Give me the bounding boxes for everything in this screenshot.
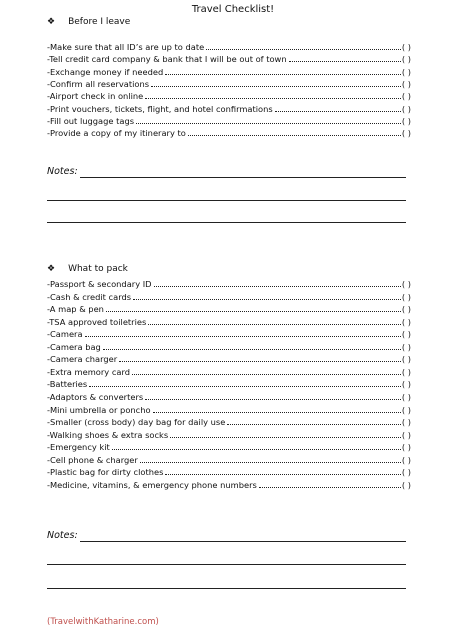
dotted-leader [103, 348, 401, 350]
checkbox[interactable]: ( ) [401, 354, 411, 365]
checklist-item-text: -Camera bag [47, 341, 101, 352]
dotted-leader [151, 85, 401, 87]
checklist-item-text: -Tell credit card company & bank that I will be out of town [47, 54, 287, 65]
checkbox[interactable]: ( ) [401, 379, 411, 390]
diamond-bullet-icon: ❖ [47, 16, 56, 27]
dotted-leader [136, 122, 401, 124]
dotted-leader [140, 461, 401, 463]
checkbox[interactable]: ( ) [401, 42, 411, 52]
section-heading-what-to-pack [47, 264, 128, 274]
checklist-item [47, 429, 411, 441]
dotted-leader [148, 323, 401, 325]
checklist-item-text: -Airport check in online [47, 91, 144, 102]
dotted-leader [227, 423, 401, 425]
dotted-leader [170, 436, 401, 438]
dotted-leader [165, 73, 401, 75]
checklist-item [47, 115, 411, 127]
checklist-item-text: -Extra memory card [47, 366, 131, 377]
dotted-leader [112, 448, 401, 450]
page-title: Travel Checklist! [191, 4, 275, 15]
dotted-leader [259, 486, 401, 488]
checklist-item [47, 479, 411, 491]
dotted-leader [89, 385, 401, 387]
notes-line[interactable] [47, 222, 406, 223]
dotted-leader [206, 48, 401, 50]
checkbox[interactable]: ( ) [401, 91, 411, 102]
checklist-item-text: -Confirm all reservations [47, 79, 150, 90]
notes-label: Notes: [47, 166, 78, 177]
dotted-leader [106, 310, 401, 312]
checkbox[interactable]: ( ) [401, 304, 411, 315]
checkbox[interactable]: ( ) [401, 54, 411, 65]
checklist-item [47, 391, 411, 403]
checkbox[interactable]: ( ) [401, 128, 411, 139]
checkbox[interactable]: ( ) [401, 103, 411, 114]
checklist-item-text: -Make sure that all ID’s are up to date [47, 42, 205, 52]
dotted-leader [145, 97, 401, 99]
checklist-item [47, 441, 411, 453]
checklist-item [47, 303, 411, 315]
checklist-item-text: -Medicine, vitamins, & emergency phone numbers [47, 479, 257, 490]
dotted-leader [165, 473, 400, 475]
checklist-item-text: -Exchange money if needed [47, 66, 164, 77]
checklist-item [47, 366, 411, 378]
notes-line[interactable] [47, 200, 406, 201]
checkbox[interactable]: ( ) [401, 366, 411, 377]
checkbox[interactable]: ( ) [401, 66, 411, 77]
checklist-item-text: -Walking shoes & extra socks [47, 429, 169, 440]
diamond-bullet-icon: ❖ [47, 263, 56, 274]
section-heading-label: Before I leave [68, 17, 131, 27]
checklist-item-text: -Provide a copy of my itinerary to [47, 128, 186, 139]
checkbox[interactable]: ( ) [401, 442, 411, 453]
checklist-item [47, 378, 411, 390]
checklist-item-text: -TSA approved toiletries [47, 316, 147, 327]
dotted-leader [289, 60, 401, 62]
dotted-leader [153, 411, 401, 413]
checkbox[interactable]: ( ) [401, 291, 411, 302]
checklist-item-text: -Smaller (cross body) day bag for daily use [47, 417, 226, 428]
dotted-leader [275, 110, 401, 112]
checklist-item [47, 316, 411, 328]
notes-line[interactable] [47, 588, 406, 589]
checklist-item-text: -Batteries [47, 379, 88, 390]
checklist-item [47, 66, 411, 78]
checklist-item-text: -Mini umbrella or poncho [47, 404, 151, 415]
checkbox[interactable]: ( ) [401, 429, 411, 440]
notes-line[interactable] [47, 564, 406, 565]
checklist-item [47, 466, 411, 478]
checklist-item [47, 341, 411, 353]
footer-credit: (TravelwithKatharine.com) [47, 617, 159, 627]
checklist-item-text: -Plastic bag for dirty clothes [47, 467, 164, 478]
checklist-item [47, 278, 411, 290]
dotted-leader [85, 335, 401, 337]
checkbox[interactable]: ( ) [401, 417, 411, 428]
checklist-item [47, 454, 411, 466]
checkbox[interactable]: ( ) [401, 279, 411, 289]
dotted-leader [133, 298, 401, 300]
checklist-item-text: -Print vouchers, tickets, flight, and hotel confirmations [47, 103, 273, 114]
dotted-leader [119, 360, 401, 362]
checklist-item [47, 353, 411, 365]
checkbox[interactable]: ( ) [401, 391, 411, 402]
checklist-item [47, 103, 411, 115]
checklist-item-text: -Cell phone & charger [47, 454, 138, 465]
checkbox[interactable]: ( ) [401, 404, 411, 415]
checklist-item-text: -Passport & secondary ID [47, 279, 152, 289]
checkbox[interactable]: ( ) [401, 479, 411, 490]
checkbox[interactable]: ( ) [401, 116, 411, 127]
dotted-leader [145, 398, 401, 400]
checklist-item [47, 53, 411, 65]
checklist-item-text: -Cash & credit cards [47, 291, 132, 302]
checkbox[interactable]: ( ) [401, 316, 411, 327]
checklist-item-text: -Camera charger [47, 354, 118, 365]
checkbox[interactable]: ( ) [401, 467, 411, 478]
checklist-item [47, 416, 411, 428]
notes-line[interactable] [80, 541, 406, 542]
checklist-item-text: -Fill out luggage tags [47, 116, 135, 127]
dotted-leader [132, 373, 401, 375]
checklist-item-text: -A map & pen [47, 304, 104, 315]
checkbox[interactable]: ( ) [401, 454, 411, 465]
checklist-item-text: -Adaptors & converters [47, 391, 144, 402]
section-heading-label: What to pack [68, 264, 128, 274]
checkbox[interactable]: ( ) [401, 341, 411, 352]
checklist-item [47, 291, 411, 303]
checkbox[interactable]: ( ) [401, 79, 411, 90]
section-heading-before-i-leave [47, 17, 130, 27]
dotted-leader [188, 134, 401, 136]
checklist-item [47, 90, 411, 102]
checklist-item-text: -Emergency kit [47, 442, 110, 453]
checklist-item [47, 41, 411, 53]
checklist-item [47, 404, 411, 416]
notes-label: Notes: [47, 530, 78, 541]
checklist-item [47, 328, 411, 340]
dotted-leader [154, 285, 401, 287]
notes-line[interactable] [80, 177, 406, 178]
checklist-item-text: -Camera [47, 329, 83, 340]
checklist-item [47, 127, 411, 139]
checkbox[interactable]: ( ) [401, 329, 411, 340]
checklist-item [47, 78, 411, 90]
